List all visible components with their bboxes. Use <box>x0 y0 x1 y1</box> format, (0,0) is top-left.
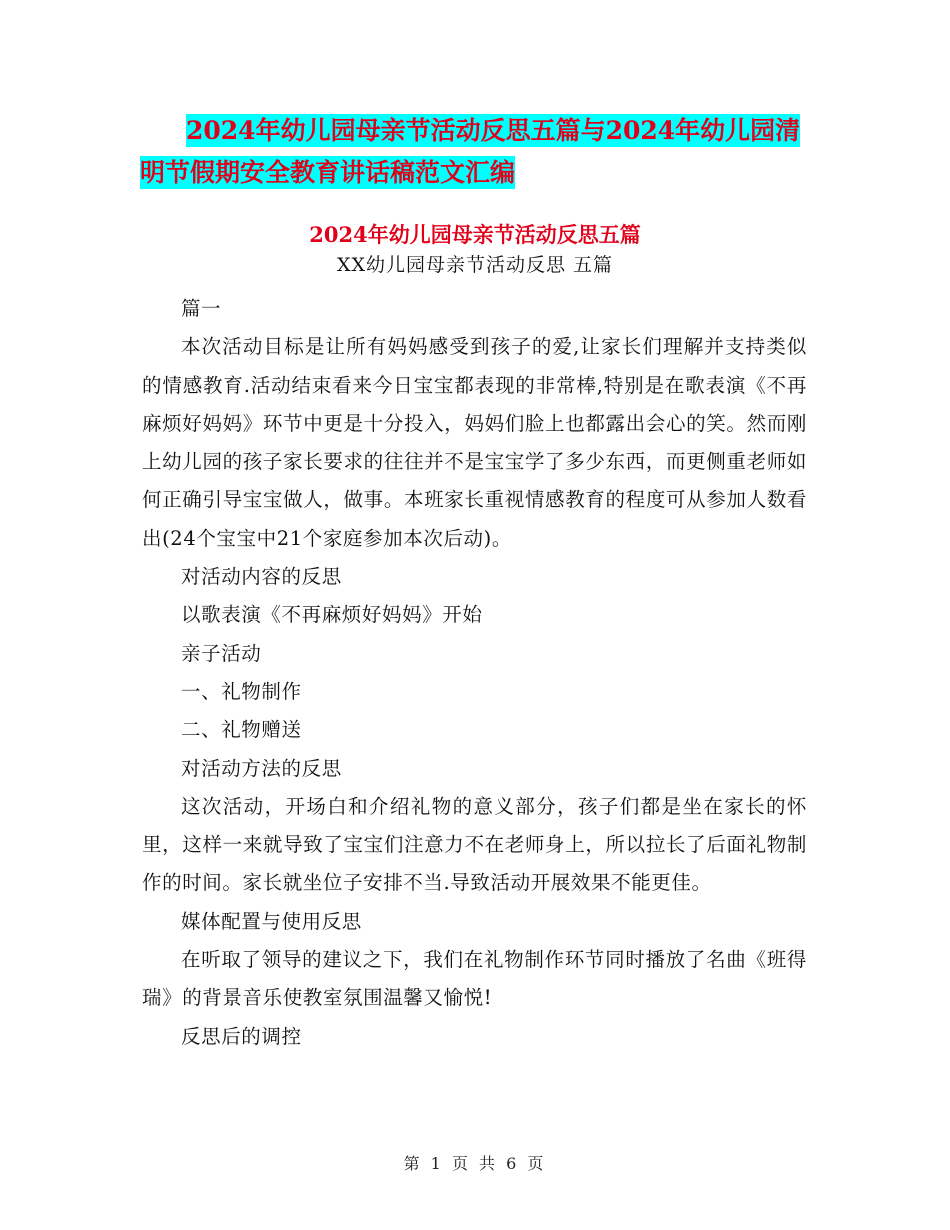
document-title-line-2: 明节假期安全教育讲话稿范文汇编 <box>140 158 516 187</box>
paragraph: 以歌表演《不再麻烦好妈妈》开始 <box>181 603 483 627</box>
paragraph: 二、礼物赠送 <box>181 718 302 742</box>
paragraph: 对活动方法的反思 <box>181 756 342 780</box>
paragraph: 篇一 <box>181 297 222 320</box>
section-heading: 2024年幼儿园母亲节活动反思五篇 <box>309 222 641 247</box>
paragraph: 本次活动目标是让所有妈妈感受到孩子的爱,让家长们理解并支持类似的情感教育.活动结束看来今日宝宝都表现的非常棒,特别是在歌表演《不再麻烦好妈妈》环节中更是十分投入，妈妈们脸上也都露出会心的笑。然而刚上幼儿园的孩子家长要求的往往并不是宝宝学了多少东西，而更侧重老师如何正确引导宝宝做人，做事。本班家长重视情感教育的程度可从参加人数看出(24个宝宝中21个家庭参加本次后动)。 <box>142 335 807 550</box>
document-title <box>140 110 830 194</box>
paragraph: 一、礼物制作 <box>181 679 302 703</box>
paragraph: 在听取了领导的建议之下，我们在礼物制作环节同时播放了名曲《班得瑞》的背景音乐使教室氛围温馨又愉悦! <box>142 948 807 1010</box>
document-title-line-1: 2024年幼儿园母亲节活动反思五篇与2024年幼儿园清 <box>186 116 801 145</box>
paragraph: 这次活动，开场白和介绍礼物的意义部分，孩子们都是坐在家长的怀里，这样一来就导致了宝宝们注意力不在老师身上，所以拉长了后面礼物制作的时间。家长就坐位子安排不当.导致活动开展效果不能更佳。 <box>142 794 807 895</box>
paragraph: 对活动内容的反思 <box>181 565 342 589</box>
paragraph: 亲子活动 <box>181 641 262 665</box>
paragraph: 反思后的调控 <box>181 1024 302 1048</box>
document-body <box>142 290 807 1056</box>
paragraph: 媒体配置与使用反思 <box>181 909 362 933</box>
page-footer: 第 1 页 共 6 页 <box>403 1154 547 1173</box>
section-subtitle: XX幼儿园母亲节活动反思 五篇 <box>336 254 614 276</box>
